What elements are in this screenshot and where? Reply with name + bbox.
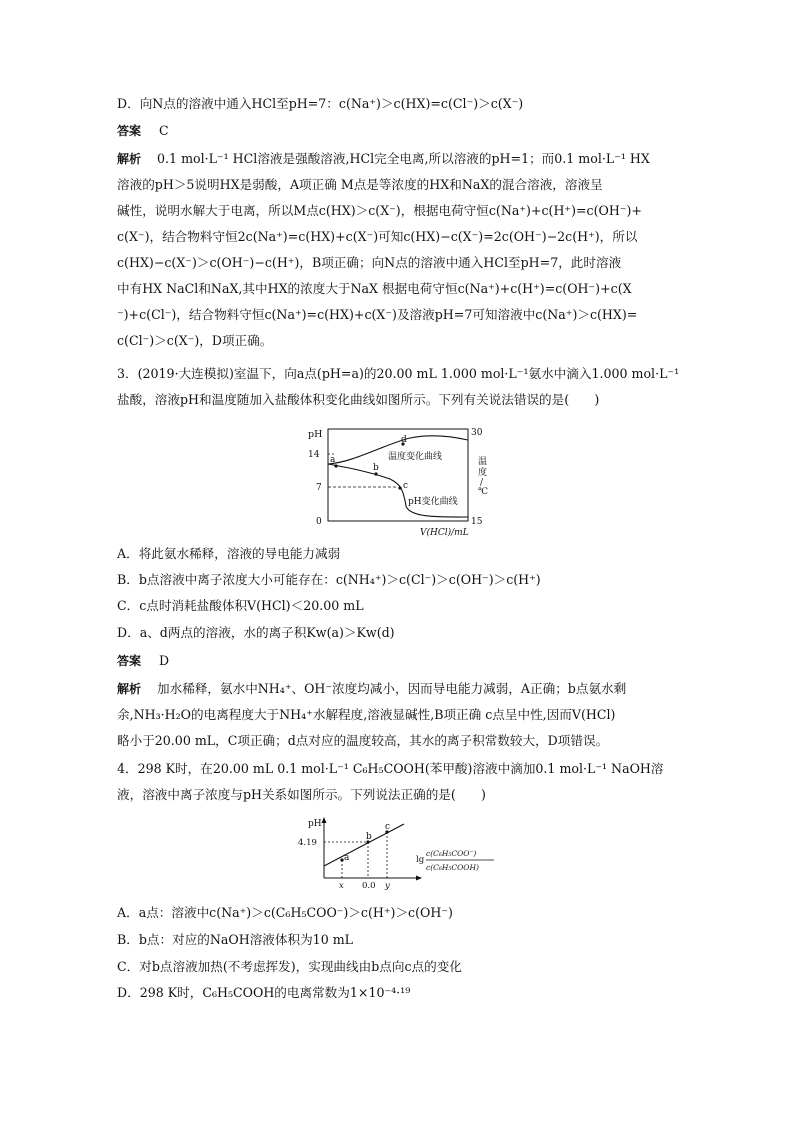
q2-analysis-line-5: c(HX)−c(X⁻)＞c(OH⁻)−c(H⁺)，B项正确；向N点的溶液中通入HCl至pH=7，此时溶液	[117, 255, 622, 270]
q3-curve-label-temp: 温度变化曲线	[388, 452, 443, 462]
q3-y2-label-4: ℃	[478, 487, 489, 497]
q4-x-label-den: c(C₆H₅COOH)	[426, 863, 479, 872]
q4-x-arrow	[416, 876, 422, 881]
q2-analysis-line-6: 中有HX NaCl和NaX,其中HX的浓度大于NaX 根据电荷守恒c(Na⁺)+c(H⁺)=c(OH⁻)+c(X	[117, 281, 632, 296]
q3-label-b: b	[373, 463, 379, 473]
q3-y-tick-7: 7	[316, 483, 322, 493]
q4-x-label-prefix: lg	[416, 855, 425, 865]
q3-y2-tick-30: 30	[471, 428, 483, 438]
q3-answer	[117, 653, 169, 670]
q3-point-c	[398, 486, 401, 489]
q2-analysis-line-7: ⁻)+c(Cl⁻)，结合物料守恒c(Na⁺)=c(HX)+c(X⁻)及溶液pH=7可知溶液中c(Na⁺)＞c(HX)=	[117, 307, 638, 322]
analysis-label: 解析	[117, 682, 142, 696]
q3-y2-label-3: /	[480, 478, 484, 488]
q3-label-d: d	[401, 435, 407, 445]
q4-option-a: A．a点：溶液中c(Na⁺)＞c(C₆H₅COO⁻)＞c(H⁺)＞c(OH⁻)	[117, 905, 453, 920]
answer-value: C	[159, 123, 169, 138]
q3-analysis-line-3: 略小于20.00 mL，C项正确；d点对应的温度较高，其水的离子积常数较大，D项错误。	[117, 733, 609, 748]
q3-option-a: A．将此氨水稀释，溶液的导电能力减弱	[117, 546, 341, 561]
q4-y-label: pH	[308, 819, 322, 829]
q4-option-d: D．298 K时，C₆H₅COOH的电离常数为1×10⁻⁴·¹⁹	[117, 985, 411, 1000]
q4-x-tick-x: x	[339, 881, 344, 891]
analysis-text: 0.1 mol·L⁻¹ HCl溶液是强酸溶液,HCl完全电离,所以溶液的pH=1；而0.1 mol·L⁻¹ HX	[157, 151, 650, 166]
q4-label-a: a	[344, 853, 350, 863]
q4-x-tick-0: 0.0	[362, 881, 376, 891]
q3-stem-line-1: 3．(2019·大连模拟)室温下，向a点(pH=a)的20.00 mL 1.000 mol·L⁻¹氨水中滴入1.000 mol·L⁻¹	[117, 366, 680, 381]
q2-option-d: D．向N点的溶液中通入HCl至pH=7：c(Na⁺)＞c(HX)=c(Cl⁻)＞c(X⁻)	[117, 96, 524, 111]
q4-y-arrow	[322, 817, 327, 823]
q3-plot-frame	[328, 429, 468, 521]
q3-x-label: V(HCl)/mL	[420, 528, 469, 538]
q4-x-label-num: c(C₆H₅COO⁻)	[426, 849, 477, 858]
q3-option-c: C．c点时消耗盐酸体积V(HCl)＜20.00 mL	[117, 598, 364, 613]
q3-ph-curve	[328, 464, 468, 517]
q4-label-b: b	[366, 832, 372, 842]
q3-y-tick-0: 0	[316, 517, 322, 527]
q2-analysis-line-1	[117, 151, 650, 168]
answer-value: D	[159, 653, 170, 668]
q4-stem-line-2: 液，溶液中离子浓度与pH关系如图所示。下列说法正确的是( )	[117, 787, 486, 802]
q3-y2-label-2: 度	[478, 468, 488, 478]
analysis-label: 解析	[117, 152, 142, 166]
q4-figure	[296, 814, 506, 894]
q3-curve-label-ph: pH变化曲线	[408, 497, 458, 507]
q4-line	[324, 824, 404, 866]
q4-x-tick-y: y	[385, 881, 390, 891]
q4-label-c: c	[385, 822, 391, 832]
q3-label-a: a	[330, 455, 336, 465]
q2-analysis-line-8: c(Cl⁻)＞c(X⁻)，D项正确。	[117, 333, 273, 348]
q3-y-tick-14: 14	[308, 450, 320, 460]
q3-figure	[300, 424, 500, 540]
q3-y2-tick-15: 15	[471, 517, 483, 527]
q3-label-c: c	[403, 481, 409, 491]
answer-label: 答案	[117, 654, 142, 668]
q3-analysis-line-2: 余,NH₃·H₂O的电离程度大于NH₄⁺水解程度,溶液显碱性,B项正确 c点呈中性,因而V(HCl)	[117, 707, 616, 722]
q2-analysis-line-3: 碱性，说明水解大于电离，所以M点c(HX)＞c(X⁻)，根据电荷守恒c(Na⁺)+c(H⁺)=c(OH⁻)+	[117, 203, 642, 218]
q4-y-tick: 4.19	[298, 838, 317, 848]
q3-option-d: D．a、d两点的溶液，水的离子积Kw(a)＞Kw(d)	[117, 625, 395, 640]
q2-analysis-line-2: 溶液的pH＞5说明HX是弱酸，A项正确 M点是等浓度的HX和NaX的混合溶液，溶液呈	[117, 177, 603, 192]
q3-option-b: B．b点溶液中离子浓度大小可能存在：c(NH₄⁺)＞c(Cl⁻)＞c(OH⁻)＞c(H⁺)	[117, 572, 541, 587]
q2-analysis-line-4: c(X⁻)，结合物料守恒2c(Na⁺)=c(HX)+c(X⁻)可知c(HX)−c(X⁻)=2c(OH⁻)−2c(H⁺)，所以	[117, 229, 638, 244]
analysis-text: 加水稀释，氨水中NH₄⁺、OH⁻浓度均减小，因而导电能力减弱，A正确；b点氨水剩	[157, 681, 627, 696]
q2-answer	[117, 123, 169, 140]
q3-y2-label-1: 温	[478, 457, 488, 467]
q3-y-label: pH	[308, 429, 323, 440]
answer-label: 答案	[117, 124, 142, 138]
q4-stem-line-1: 4．298 K时，在20.00 mL 0.1 mol·L⁻¹ C₆H₅COOH(苯甲酸)溶液中滴加0.1 mol·L⁻¹ NaOH溶	[117, 761, 664, 776]
q4-option-b: B．b点：对应的NaOH溶液体积为10 mL	[117, 932, 354, 947]
q3-analysis-line-1	[117, 681, 626, 698]
q3-stem-line-2: 盐酸，溶液pH和温度随加入盐酸体积变化曲线如图所示。下列有关说法错误的是( )	[117, 392, 600, 407]
q4-option-c: C．对b点溶液加热(不考虑挥发)，实现曲线由b点向c点的变化	[117, 959, 462, 974]
